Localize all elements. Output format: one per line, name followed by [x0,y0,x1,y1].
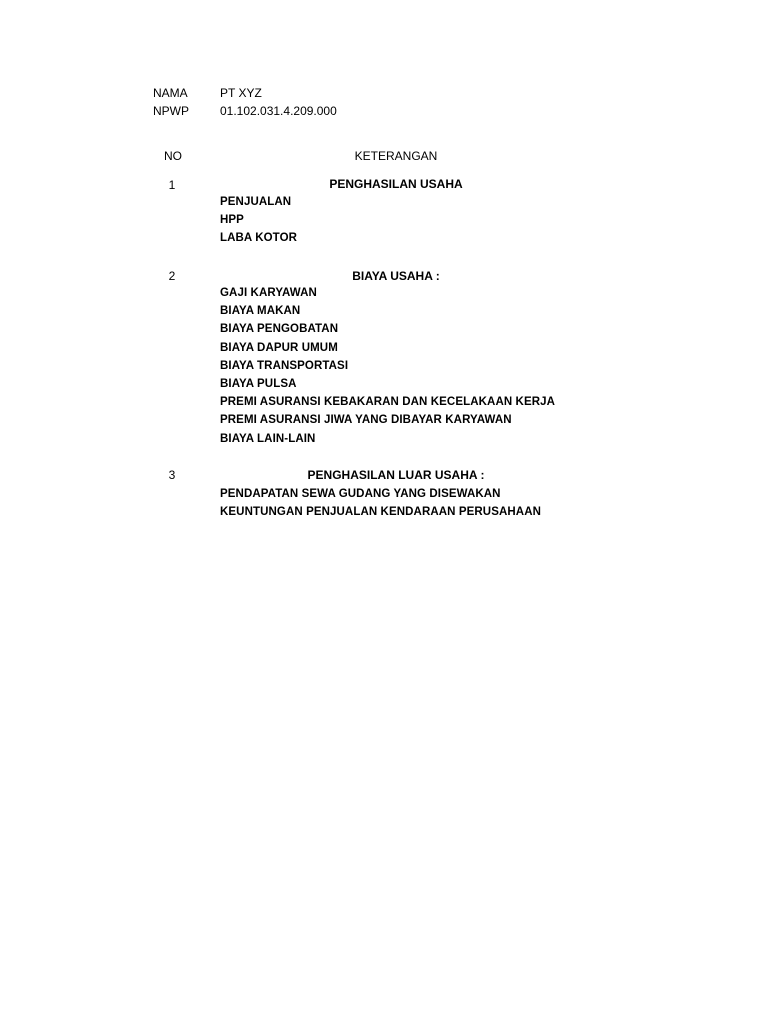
list-item: BIAYA PULSA [220,377,297,390]
npwp-value: 01.102.031.4.209.000 [220,104,337,118]
name-label: NAMA [153,86,188,100]
list-item: GAJI KARYAWAN [220,287,317,299]
section-number: 1 [168,178,176,192]
npwp-label: NPWP [153,104,189,118]
list-item: BIAYA MAKAN [220,305,301,318]
list-item: PREMI ASURANSI KEBAKARAN DAN KECELAKAAN KERJA [220,396,556,409]
list-item: BIAYA LAIN-LAIN [220,432,316,445]
section-items [220,193,297,248]
list-item: LABA KOTOR [220,232,298,245]
list-item: KEUNTUNGAN PENJUALAN KENDARAAN PERUSAHAAN [220,506,542,519]
section-title: PENGHASILAN LUAR USAHA : [307,468,485,482]
list-item: BIAYA TRANSPORTASI [220,359,349,372]
section-title: PENGHASILAN USAHA [329,177,463,191]
list-item: PENDAPATAN SEWA GUDANG YANG DISEWAKAN [220,488,501,500]
section-title: BIAYA USAHA : [352,269,440,283]
section-number: 2 [168,269,176,283]
column-header-no: NO [164,149,182,163]
list-item: BIAYA PENGOBATAN [220,323,339,336]
section-number: 3 [168,468,176,482]
section-items [220,485,541,521]
list-item: PENJUALAN [220,196,292,208]
list-item: PREMI ASURANSI JIWA YANG DIBAYAR KARYAWAN [220,414,512,427]
column-header-description: KETERANGAN [354,149,438,163]
section-items [220,284,555,448]
list-item: HPP [220,214,244,227]
list-item: BIAYA DAPUR UMUM [220,341,338,354]
company-name: PT XYZ [220,86,262,100]
